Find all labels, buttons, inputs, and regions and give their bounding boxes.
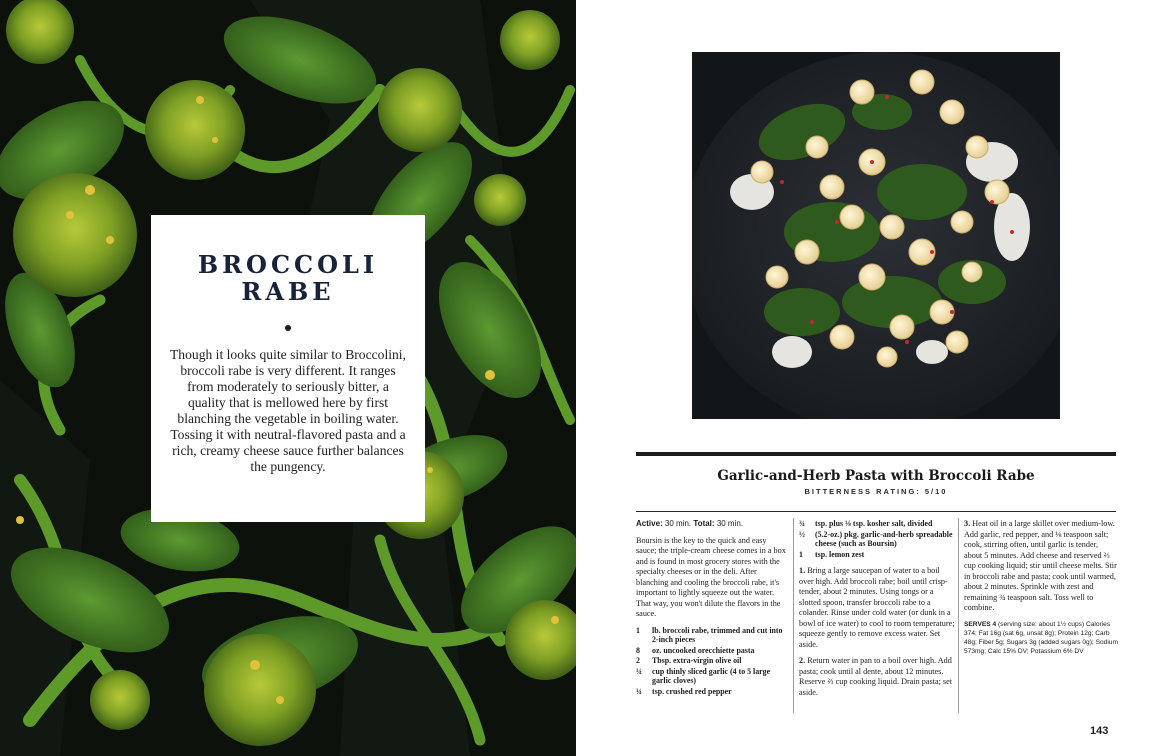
active-time-label: Active: (636, 519, 663, 528)
active-time: 30 min. (664, 519, 692, 528)
ingredient-qty: 8 (636, 645, 640, 655)
column-divider (958, 518, 959, 713)
ingredient-item (799, 519, 955, 529)
ingredient-text: cup thinly sliced garlic (4 to 5 large garlic cloves) (652, 666, 771, 685)
pasta-plate-illustration (692, 52, 1060, 419)
intro-body: Though it looks quite similar to Broccolini, broccoli rabe is very different. It ranges from moderately to seriously bitter, a quality that is mellowed here by first blanching the vegetable in boiling water. Tossing it with neutral-flavored pasta and a rich, creamy cheese sauce further balances the pungency. (170, 347, 406, 474)
ingredient-qty: ½ (799, 529, 805, 539)
recipe-column-3 (964, 519, 1118, 656)
ingredient-qty: 1 (636, 625, 640, 635)
ingredient-item (799, 530, 955, 549)
total-time-label: Total: (693, 519, 715, 528)
recipe-header-rule (636, 511, 1116, 512)
intro-title: BROCCOLI RABE (197, 250, 379, 306)
ingredient-list-a (636, 626, 789, 697)
divider-dot (285, 325, 291, 331)
step-text: Heat oil in a large skillet over medium-low. Add garlic, red pepper, and ⅛ teaspoon salt; cook, stirring often, until garlic is tender, about 5 minutes. Add cheese and reserved ⅔ cup cooking liquid; stir until cheese melts. Stir in broccoli rabe and pasta; cook until warmed, about 2 minutes. Sprinkle with zest and remaining ¾ teaspoon salt. Toss well to combine. (964, 519, 1117, 612)
ingredient-text: lb. broccoli rabe, trimmed and cut into 2-inch pieces (652, 625, 783, 644)
ingredient-text: oz. uncooked orecchiette pasta (652, 645, 755, 655)
ingredient-item (636, 687, 789, 697)
ingredient-item (799, 550, 955, 560)
ingredient-list-b (799, 519, 955, 559)
step-number: 3. (964, 519, 971, 528)
nutrition-text: (serving size: about 1½ cups) Calories 374; Fat 16g (sat 6g, unsat 8g); Protein 12g; Carb 48g; Fiber 5g; Sugars 3g (added sugars 0g); Sodium 573mg; Calc 15% DV; Potassium 6% DV (964, 620, 1118, 655)
ingredient-qty: ¾ (799, 519, 805, 528)
recipe-note: Boursin is the key to the quick and easy sauce; the triple-cream cheese comes in a box and is found in most grocery stores with the specialty cheeses or in the deli. After blanching and cooling the broccoli rabe, it's important to lightly squeeze out the water. That way, you won't dilute the flavors in the sauce. (636, 535, 786, 618)
ingredient-qty: ¼ (636, 666, 642, 676)
recipe-top-rule (636, 452, 1116, 456)
ingredient-qty: 2 (636, 656, 640, 665)
ingredient-qty: ¼ (636, 686, 642, 696)
intro-card (151, 215, 425, 522)
time-info (636, 519, 789, 530)
step-number: 2. (799, 656, 806, 665)
ingredient-text: tsp. plus ⅛ tsp. kosher salt, divided (815, 519, 933, 528)
serves-label: SERVES 4 (964, 620, 997, 628)
step-text: Bring a large saucepan of water to a boil over high. Add broccoli rabe; boil until crisp-tender, about 2 minutes. Using tongs or a slotted spoon, transfer broccoli rabe to a colander. Rinse under cold water (or dunk in a bowl of ice water) to cool to room temperature; squeeze gently to remove excess water. Set aside. (799, 566, 955, 649)
recipe-column-1 (636, 519, 789, 697)
ingredient-text: (5.2-oz.) pkg. garlic-and-herb spreadable cheese (such as Boursin) (815, 529, 953, 548)
pasta-dish-photo (692, 52, 1060, 419)
bitterness-rating: BITTERNESS RATING: 5/10 (804, 487, 948, 496)
total-time: 30 min. (716, 519, 744, 528)
ingredient-qty: 1 (799, 549, 803, 559)
column-divider (793, 518, 794, 713)
ingredient-item (636, 646, 789, 656)
step-number: 1. (799, 566, 806, 575)
step-3 (964, 519, 1118, 614)
ingredient-text: tsp. crushed red pepper (652, 686, 732, 696)
ingredient-item (636, 667, 789, 686)
ingredient-text: tsp. lemon zest (815, 549, 865, 559)
recipe-column-2 (799, 519, 955, 704)
ingredient-text: Tbsp. extra-virgin olive oil (652, 656, 742, 665)
nutrition-info (964, 620, 1118, 656)
ingredient-item (636, 656, 789, 666)
page-number: 143 (1090, 725, 1109, 737)
step-text: Return water in pan to a boil over high. Add pasta; cook until al dente, about 12 minutes. Reserve ⅔ cup cooking liquid. Drain pasta; set aside. (799, 656, 953, 697)
recipe-title: Garlic-and-Herb Pasta with Broccoli Rabe (717, 468, 1035, 484)
step-2 (799, 656, 955, 698)
ingredient-item (636, 626, 789, 645)
step-1 (799, 566, 955, 650)
